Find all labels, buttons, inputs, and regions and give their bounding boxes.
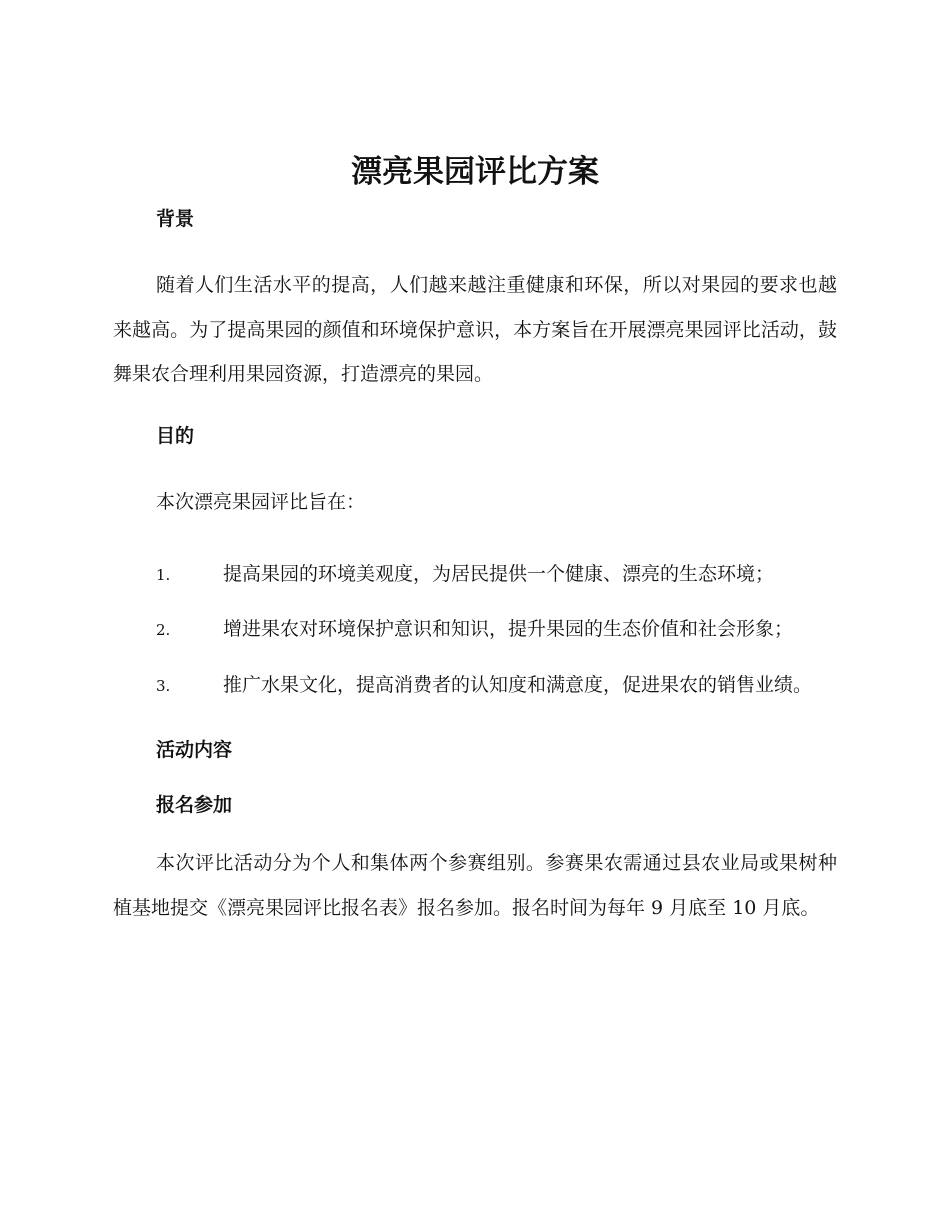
list-item-text: 提高果园的环境美观度，为居民提供一个健康、漂亮的生态环境； — [223, 562, 775, 585]
subsection-heading-signup: 报名参加 — [156, 794, 233, 816]
purpose-list-item — [113, 552, 837, 598]
list-item-text: 推广水果文化，提高消费者的认知度和满意度，促进果农的销售业绩。 — [223, 673, 813, 696]
section-heading-background: 背景 — [156, 208, 195, 230]
list-item-text: 增进果农对环境保护意识和知识，提升果园的生态价值和社会形象； — [223, 618, 794, 640]
signup-paragraph: 本次评比活动分为个人和集体两个参赛组别。参赛果农需通过县农业局或果树种植基地提交《漂亮果园评比报名表》报名参加。报名时间为每年 9 月底至 10 月底。 — [113, 852, 837, 919]
list-item-number: 2. — [156, 621, 171, 639]
list-item-number: 1. — [156, 565, 171, 584]
section-heading-purpose: 目的 — [156, 424, 195, 447]
background-paragraph: 随着人们生活水平的提高，人们越来越注重健康和环保，所以对果园的要求也越来越高。为了提高果园的颜值和环境保护意识，本方案旨在开展漂亮果园评比活动，鼓舞果农合理利用果园资源，打造漂亮的果园。 — [113, 274, 837, 385]
list-item-number: 3. — [156, 676, 171, 695]
purpose-lead-text: 本次漂亮果园评比旨在： — [156, 490, 366, 513]
section-heading-activity: 活动内容 — [156, 739, 233, 761]
document-body — [113, 200, 837, 930]
document-title: 漂亮果园评比方案 — [351, 154, 599, 190]
purpose-list-item — [113, 607, 837, 653]
purpose-list-item — [113, 663, 837, 709]
